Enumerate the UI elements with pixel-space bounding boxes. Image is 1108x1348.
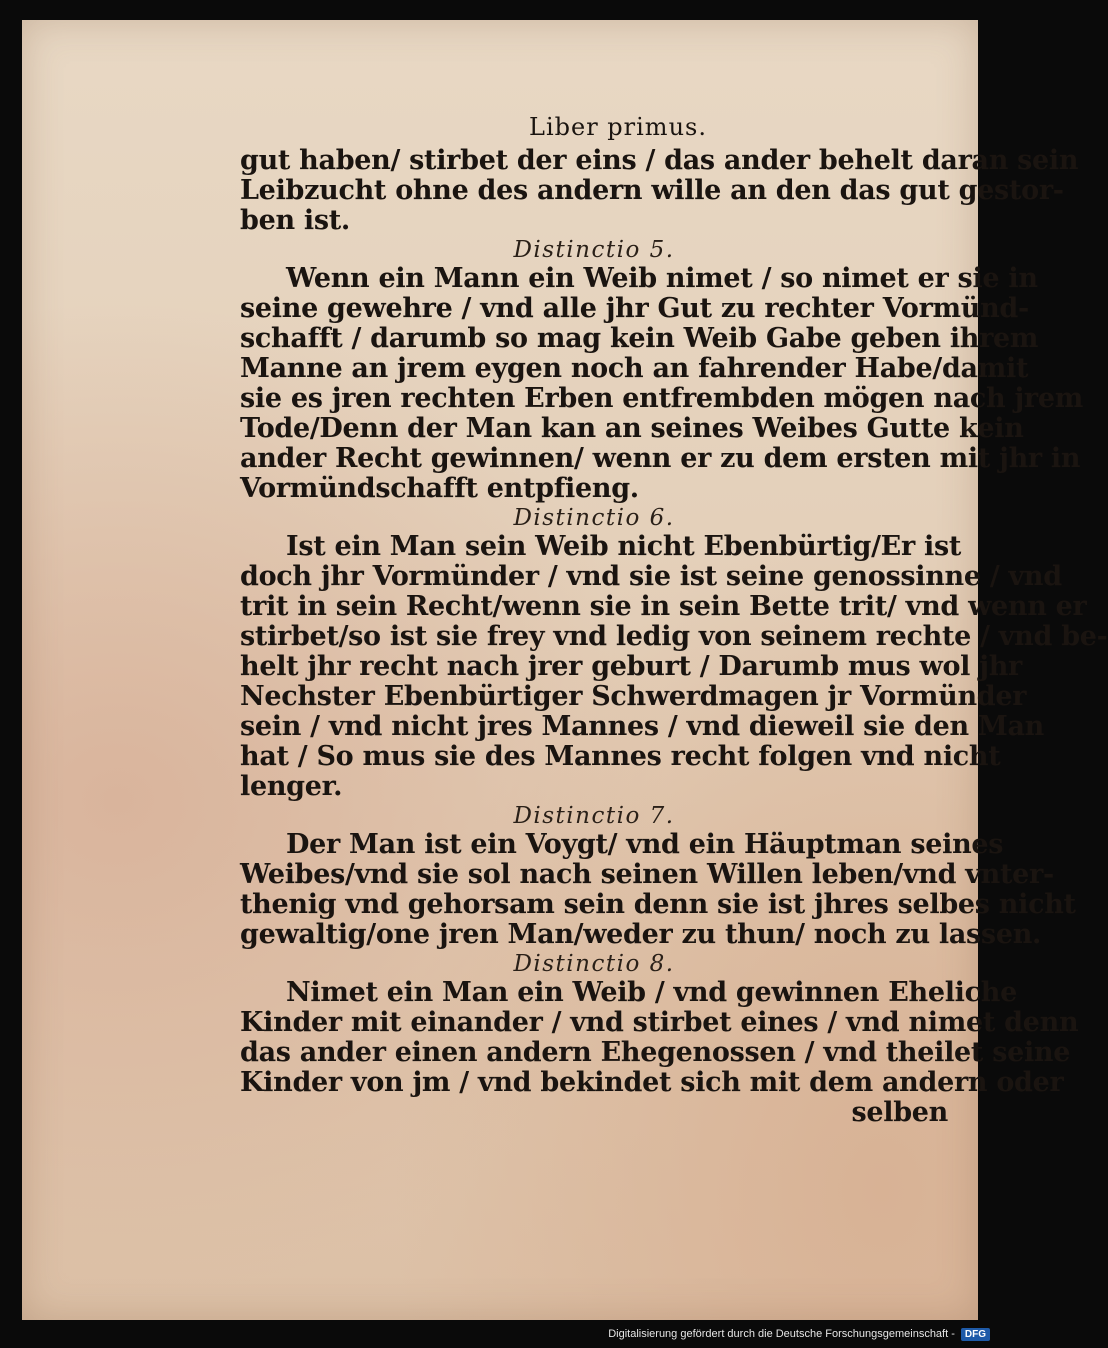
text-line: Nimet ein Man ein Weib / vnd gewinnen Eheliche <box>286 977 1017 1008</box>
text-line: Ist ein Man sein Weib nicht Ebenbürtig/Er ist <box>286 531 962 562</box>
text-line: Der Man ist ein Voygt/ vnd ein Häuptman seines <box>286 829 1004 860</box>
text-line: Kinder mit einander / vnd stirbet eines / vnd nimet denn <box>240 1007 1079 1038</box>
text-line: selben <box>851 1097 948 1128</box>
text-line: gewaltig/one jren Man/weder zu thun/ noch zu lassen. <box>240 919 1042 950</box>
text-line: gut haben/ stirbet der eins / das ander behelt daran sein <box>240 145 1079 176</box>
page-text-block <box>240 112 1108 1128</box>
text-line: doch jhr Vormünder / vnd sie ist seine genossinne / vnd <box>240 561 1062 592</box>
running-header: Liber primus. <box>529 113 707 141</box>
text-line: sein / vnd nicht jres Mannes / vnd dieweil sie den Man <box>240 711 1044 742</box>
text-line: Kinder von jm / vnd bekindet sich mit dem andern oder <box>240 1067 1064 1098</box>
text-line: Nechster Ebenbürtiger Schwerdmagen jr Vormünder <box>240 681 1027 712</box>
distinctio-heading: Distinctio 6. <box>513 505 675 531</box>
text-line: das ander einen andern Ehegenossen / vnd theilet seine <box>240 1037 1071 1068</box>
distinctio-heading: Distinctio 7. <box>513 803 675 829</box>
text-line: thenig vnd gehorsam sein denn sie ist jhres selbes nicht <box>240 889 1076 920</box>
scanned-page <box>22 20 1108 1320</box>
text-line: helt jhr recht nach jrer geburt / Darumb mus wol jhr <box>240 651 1022 682</box>
distinctio-heading: Distinctio 8. <box>513 951 675 977</box>
distinctio-heading: Distinctio 5. <box>513 237 675 263</box>
text-line: hat / So mus sie des Mannes recht folgen vnd nicht <box>240 741 1001 772</box>
digitization-credit <box>608 1324 990 1344</box>
text-line: stirbet/so ist sie frey vnd ledig von seinem rechte / vnd be- <box>240 621 1108 652</box>
text-line: schafft / darumb so mag kein Weib Gabe geben ihrem <box>240 323 1039 354</box>
text-line: Tode/Denn der Man kan an seines Weibes Gutte kein <box>240 413 1024 444</box>
dfg-logo: DFG <box>961 1328 990 1341</box>
text-line: Weibes/vnd sie sol nach seinen Willen leben/vnd vnter- <box>240 859 1054 890</box>
text-line: sie es jren rechten Erben entfrembden mögen nach jrem <box>240 383 1083 414</box>
text-line: ben ist. <box>240 205 351 236</box>
text-line: ander Recht gewinnen/ wenn er zu dem ersten mit jhr in <box>240 443 1081 474</box>
text-line: Vormündschafft entpfieng. <box>240 473 639 504</box>
text-line: trit in sein Recht/wenn sie in sein Bette trit/ vnd wenn er <box>240 591 1087 622</box>
text-line: Leibzucht ohne des andern wille an den das gut gestor- <box>240 175 1064 206</box>
text-line: lenger. <box>240 771 343 802</box>
text-line: seine gewehre / vnd alle jhr Gut zu rechter Vormünd- <box>240 293 1029 324</box>
text-body <box>240 145 1108 1128</box>
text-line: Manne an jrem eygen noch an fahrender Habe/damit <box>240 353 1029 384</box>
text-line: Wenn ein Mann ein Weib nimet / so nimet er sie in <box>286 263 1038 294</box>
credit-text: Digitalisierung gefördert durch die Deutsche Forschungsgemeinschaft - <box>608 1328 955 1340</box>
